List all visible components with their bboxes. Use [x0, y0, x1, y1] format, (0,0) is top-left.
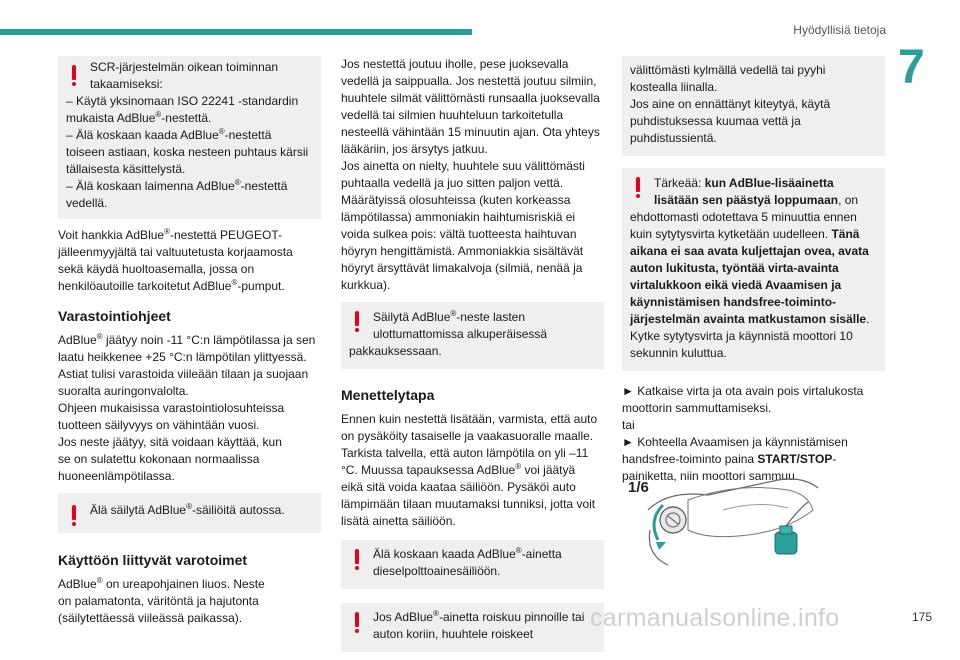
box-text: Jos aine on ennättänyt kiteytyä, käytä: [630, 97, 831, 111]
bold-run: järjestelmän avainta matkustamon sisälle: [630, 312, 867, 326]
box-text: välittömästi kylmällä vedellä tai pyyhi: [630, 63, 826, 77]
text-line: vedellä ja saippualla. Jos nestettä joutuu silmiin,: [341, 74, 597, 88]
warning-text: [630, 192, 877, 209]
text-line: Ennen kuin nestettä lisätään, varmista, että auto: [341, 412, 598, 426]
text-line: huuhtele silmät välittömästi runsaalla juoksevalla: [341, 91, 600, 105]
bold-run: lisätään sen päästyä loppumaan: [654, 193, 839, 207]
text-run: Tärkeää:: [654, 176, 705, 190]
warning-box-children: [341, 302, 604, 369]
text-line: on pysäköity tasaiselle ja vaakasuoralle maalle.: [341, 429, 594, 443]
step-text: moottorin sammuttamiseksi.: [622, 401, 772, 415]
heading-precautions: Käyttöön liittyvät varotoimet: [58, 552, 248, 568]
warning-exclamation-icon: [635, 177, 641, 199]
text-line: Jos nestettä joutuu iholle, pese juoksevalla: [341, 57, 569, 71]
warning-box-diesel: [341, 540, 604, 589]
text-line: laatu heikkenee +25 °C:n lämpötilan ylittyessä.: [58, 350, 307, 364]
warning-text: [630, 226, 877, 243]
step-text: ► Kohteella Avaamisen ja käynnistämisen: [622, 435, 848, 449]
text-line: puhtaalla vedellä ja juo sitten paljon vettä.: [341, 176, 564, 190]
text-line: höyryt ärsyttävät limakalvoja (silmiä, nenää ja: [341, 261, 583, 275]
text-run: handsfree-toiminto paina: [622, 452, 758, 466]
column-3: [622, 56, 885, 493]
warning-exclamation-icon: [354, 311, 360, 333]
warning-text: Kytke sytytysvirta ja käynnistä moottori 10: [630, 329, 853, 343]
paragraph-precautions: [58, 576, 321, 627]
warning-exclamation-icon: [71, 65, 77, 87]
text-line: Voit hankkia AdBlue®-nestettä PEUGEOT-: [58, 227, 283, 242]
text-line: AdBlue® on ureapohjainen liuos. Neste: [58, 576, 265, 591]
warning-text: ehdottomasti odotettava 5 minuuttia ennen: [630, 210, 857, 224]
text-line: Astiat tulisi varastoida viileään tilaan ja suojaan: [58, 367, 309, 381]
illustration-label: 1/6: [628, 479, 649, 496]
paragraph-purchase: [58, 227, 321, 295]
warning-text: virtalukkoon eikä viedä Avaamisen ja: [630, 278, 842, 292]
text-line: vedellä tai silmien huuhteluun tarkoitetulla: [341, 108, 564, 122]
text-line: lisätä ainetta säiliöön.: [341, 514, 456, 528]
text-line: lääkäriin, jos ärsytys jatkuu.: [341, 142, 488, 156]
warning-text: sekunnin kuluttua.: [630, 346, 727, 360]
warning-box-spill: [341, 603, 604, 652]
column-1: [58, 56, 321, 635]
warning-text: tällaisesta käsittelystä.: [66, 162, 186, 176]
text-line: on palamatonta, väritöntä ja hajutonta: [58, 594, 259, 608]
warning-text: Jos AdBlue®-ainetta roiskuu pinnoille tai: [373, 609, 585, 624]
text-line: Ohjeen mukaisissa varastointiolosuhteissa: [58, 401, 285, 415]
text-line: Tarkista talvella, että auton lämpötila on yli –11: [341, 446, 589, 460]
text-line: se on sulatettu kokonaan normaalissa: [58, 452, 260, 466]
text-line: kurkkua).: [341, 278, 391, 292]
text-line: henkilöautoille tarkoitetut AdBlue®-pumput.: [58, 278, 285, 293]
text-line: sekä käydä huoltoasemalla, jossa on: [58, 262, 255, 276]
text-line: AdBlue® jäätyy noin -11 °C:n lämpötilassa ja sen: [58, 332, 316, 347]
warning-text: Säilytä AdBlue®-neste lasten: [373, 309, 526, 324]
text-line: lämpötilassa) ammoniakin haihtumisriskiä ei: [341, 210, 576, 224]
warning-text: aikana ei saa avata kuljettajan ovea, avata: [630, 244, 869, 258]
text-line: °C. Muussa tapauksessa AdBlue® voi jäätyä: [341, 462, 576, 477]
warning-exclamation-icon: [71, 505, 77, 527]
warning-text: käynnistämisen handsfree-toiminto-: [630, 295, 837, 309]
warning-text: [630, 175, 877, 192]
warning-text: ulottumattomissa alkuperäisessä: [373, 327, 548, 341]
text-line: höyryn hengittämistä. Ammoniakkia sisältävät: [341, 244, 584, 258]
warning-text: – Älä koskaan laimenna AdBlue®-nestettä: [66, 178, 288, 193]
warning-box-storage: [58, 493, 321, 533]
warning-exclamation-icon: [354, 549, 360, 571]
text-run: , on: [838, 193, 859, 207]
header-accent-bar: [0, 29, 472, 35]
column-2: [341, 56, 604, 660]
text-line: Määrätyissä olosuhteissa (kuten korkeassa: [341, 193, 571, 207]
heading-procedure: Menettelytapa: [341, 387, 435, 403]
text-line: Jos neste jäätyy, sitä voidaan käyttää, kun: [58, 435, 282, 449]
warning-text: mukaista AdBlue®-nestettä.: [66, 110, 212, 125]
bold-run: Tänä: [831, 227, 860, 241]
text-run: -: [832, 452, 837, 466]
heading-storage: Varastointiohjeet: [58, 308, 171, 324]
adblue-filler-illustration: [628, 470, 834, 570]
section-title: Hyödyllisiä tietoja: [793, 23, 886, 37]
warning-box-scr: [58, 56, 321, 219]
warning-text: vedellä.: [66, 196, 108, 210]
warning-text: – Älä koskaan kaada AdBlue®-nestettä: [66, 127, 272, 142]
text-line: jälleenmyyjältä tai valtuutetusta korjaamosta: [58, 245, 293, 259]
bold-run: START/STOP: [757, 452, 833, 466]
text-line: Jos ainetta on nielty, huuhtele suu välittömästi: [341, 159, 585, 173]
watermark: carmanualsonline.info: [590, 604, 840, 632]
warning-text: toiseen astiaan, koska nesteen puhtaus kärsii: [66, 145, 309, 159]
adblue-nozzle-icon: [775, 502, 808, 554]
text-line: lämpimään tilaan muutamaksi tunniksi, jotta voit: [341, 497, 596, 511]
info-box-cleaning: [622, 56, 885, 156]
step-text: painiketta, niin moottori sammuu.: [622, 469, 799, 483]
warning-text: [630, 311, 877, 328]
box-text: puhdistuksessa kuumaa vettä ja: [630, 114, 801, 128]
step-or: tai: [622, 418, 635, 432]
text-line: voida sulkea pois: vältä tuotteesta haihtuvan: [341, 227, 577, 241]
warning-text: – Käytä yksinomaan ISO 22241 -standardin: [66, 94, 299, 108]
warning-exclamation-icon: [354, 612, 360, 634]
warning-text: SCR-järjestelmän oikean toiminnan: [90, 60, 279, 74]
warning-box-important: [622, 168, 885, 371]
paragraph-storage: [58, 332, 321, 485]
warning-text: auton lukitusta, työntää virta-avainta: [630, 261, 839, 275]
warning-text: auton koriin, huuhtele roiskeet: [373, 627, 534, 641]
text-line: tuotteen säilyvyys on vähintään vuosi.: [58, 418, 260, 432]
warning-text: pakkauksessaan.: [349, 344, 442, 358]
paragraph-first-aid: [341, 56, 604, 294]
paragraph-procedure: [341, 411, 604, 530]
text-run: kuin sytytysvirta kytketään uudelleen.: [630, 227, 832, 241]
warning-text: takaamiseksi:: [90, 77, 163, 91]
text-line: (säilytettäessä viileässä paikassa).: [58, 611, 243, 625]
step-text: ► Katkaise virta ja ota avain pois virtalukosta: [622, 384, 864, 398]
box-text: puhdistussientä.: [630, 131, 717, 145]
bold-run: kun AdBlue-lisäainetta: [704, 176, 834, 190]
page-number: 175: [911, 610, 932, 624]
warning-text: Älä koskaan kaada AdBlue®-ainetta: [373, 546, 562, 561]
warning-text: dieselpolttoainesäiliöön.: [373, 564, 501, 578]
text-line: huoneenlämpötilassa.: [58, 469, 175, 483]
text-line: eikä sitä voida kaataa säiliöön. Pysäköi auto: [341, 480, 576, 494]
text-line: nesteellä vähintään 15 minuutin ajan. Ota yhteys: [341, 125, 600, 139]
text-run: .: [866, 312, 870, 326]
warning-text: Älä säilytä AdBlue®-säiliöitä autossa.: [90, 502, 285, 517]
text-line: suoralta auringonvalolta.: [58, 384, 189, 398]
chapter-number: 7: [898, 41, 925, 94]
step-text: [622, 451, 885, 468]
box-text: kostealla liinalla.: [630, 80, 718, 94]
